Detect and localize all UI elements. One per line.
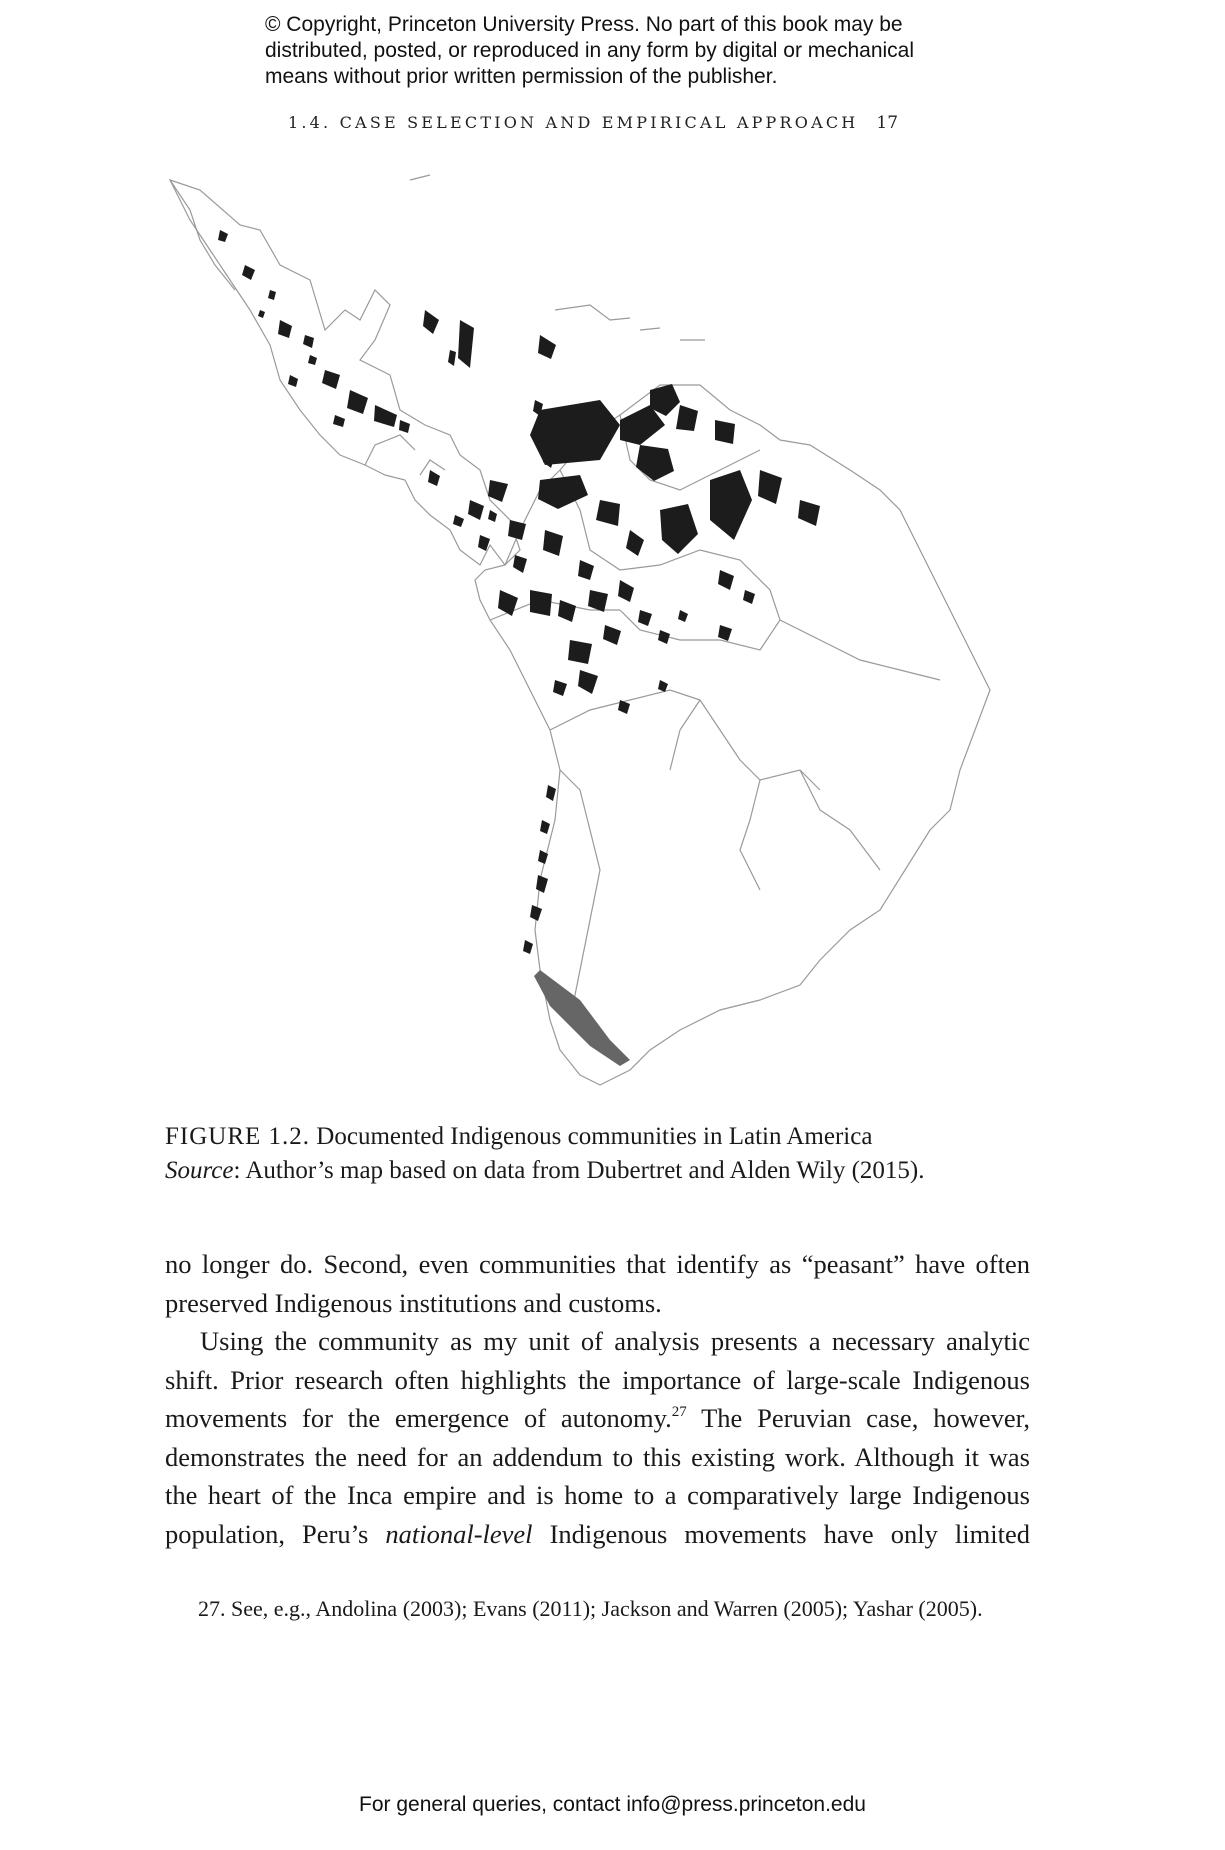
indigenous-community-areas (218, 230, 820, 954)
paragraph-2-part-b: The Peruvian case, however, demonstrates the need for an addendum to this existing work. Although it was the heart of the Inca empire and is home to a comparatively large Indigenous population, Peru’s (165, 1403, 1030, 1549)
running-head (288, 113, 898, 133)
country-outlines (170, 175, 990, 1085)
paragraph-2-part-c: Indigenous movements have only limited (532, 1518, 1030, 1549)
footnote-ref-27: 27 (671, 1404, 687, 1420)
patagonia-islands (534, 970, 630, 1066)
footnote-27: 27. See, e.g., Andolina (2003); Evans (2011); Jackson and Warren (2005); Yashar (2005). (198, 1596, 983, 1621)
figure-label: FIGURE 1.2. (165, 1123, 311, 1150)
figure-source-text: : Author’s map based on data from Dubertret and Alden Wily (2015). (233, 1157, 925, 1184)
figure-caption (165, 1120, 1065, 1188)
copyright-line-2: distributed, posted, or reproduced in any form by digital or mechanical (265, 39, 915, 62)
paragraph-1: no longer do. Second, even communities that identify as “peasant” have often preserved Indigenous institutions and customs. (165, 1249, 1030, 1318)
page-number: 17 (876, 113, 899, 133)
copyright-line-1: © Copyright, Princeton University Press. No part of this book may be (265, 13, 903, 36)
figure-source-label: Source (165, 1157, 234, 1184)
paragraph-2-italic: national-level (385, 1518, 533, 1549)
figure-title: Documented Indigenous communities in Latin America (316, 1123, 873, 1150)
running-head-section: 1.4. CASE SELECTION AND EMPIRICAL APPROACH (288, 113, 859, 132)
copyright-line-3: means without prior written permission of the publisher. (265, 65, 778, 88)
figure-source-line (165, 1154, 1065, 1188)
paragraph-2-part-a: Using the community as my unit of analysis presents a necessary analytic shift. Prior research often highlights the importance of large-scale Indigenous movements for the emergence of autonomy. (165, 1326, 1030, 1433)
figure-title-line (165, 1120, 1065, 1154)
body-text (165, 1245, 1030, 1553)
paragraph-2 (165, 1322, 1030, 1553)
footer-contact: For general queries, contact info@press.princeton.edu (359, 1793, 866, 1816)
latin-america-map (160, 170, 1030, 1100)
copyright-notice (265, 12, 985, 90)
